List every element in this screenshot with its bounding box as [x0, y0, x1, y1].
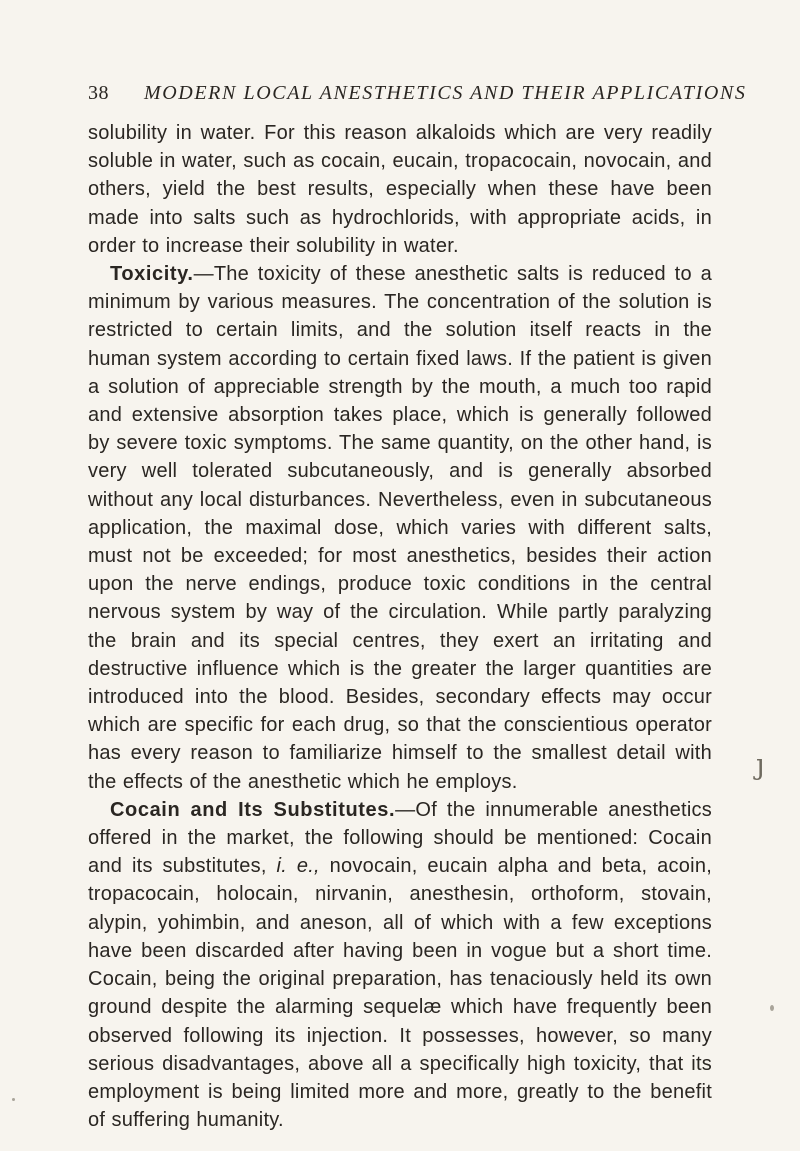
- paragraph-text: solubility in water. For this reason alkaloids which are very readily soluble in water, such as cocain, eucain, tropacocain, novocain, and others, yield the best results, especially when these have been made into salts such as hydrochlorids, with appropriate acids, in order to increase their solubility in water.: [88, 122, 712, 257]
- section-heading-toxicity: Toxicity.: [110, 263, 194, 286]
- page-header: [88, 82, 747, 112]
- paragraph-text: novocain, eucain alpha and beta, acoin, tropacocain, holocain, nirvanin, anesthesin, orthoform, stovain, alypin, yohimbin, and aneson, all of which with a few exceptions have been discarded after having been in vogue but a short time. Cocain, being the original preparation, has tenaciously held its own ground despite the alarming sequelæ which have frequently been observed following its injection. It possesses, however, so many serious disadvantages, above all a specifically high toxicity, that its employment is being limited more and more, greatly to the benefit of suffering humanity.: [88, 855, 713, 1132]
- page-number: 38: [88, 82, 109, 104]
- paragraph-text: —Of the innumerable anesthetics offered in the market, the following should be mentioned: Cocain and its substitutes,: [88, 798, 713, 878]
- paragraph-solubility: [88, 119, 712, 260]
- paragraph-cocain: [88, 796, 712, 1134]
- italic-abbreviation: i. e.,: [276, 855, 320, 878]
- paper-speck: [770, 1005, 774, 1011]
- margin-pencil-mark: ȷ: [756, 748, 765, 781]
- paragraph-text: —The toxicity of these anesthetic salts is reduced to a minimum by various measures. The concentration of the solution is restricted to certain limits, and the solution itself reacts in the human system according to certain fixed laws. If the patient is given a solution of appreciable strength by the mouth, a much too rapid and extensive absorption takes place, which is generally followed by severe toxic symptoms. The same quantity, on the other hand, is very well tolerated subcutaneously, and is generally absorbed without any local disturbances. Nevertheless, even in subcutaneous application, the maximal dose, which varies with different salts, must not be exceeded; for most anesthetics, besides their action upon the nerve endings, produce toxic conditions in the central nervous system by way of the circulation. While partly paralyzing the brain and its special centres, they exert an irritating and destructive influence which is the greater the larger quantities are introduced into the blood. Besides, secondary effects may occur which are specific for each drug, so that the conscientious operator has every reason to familiarize himself to the smallest detail with the effects of the anesthetic which he employs.: [88, 263, 712, 793]
- body-text: [88, 119, 712, 1134]
- section-heading-cocain: Cocain and Its Substitutes.: [110, 798, 396, 821]
- paragraph-toxicity: [88, 260, 712, 796]
- paper-speck: [12, 1098, 15, 1101]
- running-title: MODERN LOCAL ANESTHETICS AND THEIR APPLICATIONS: [144, 82, 747, 104]
